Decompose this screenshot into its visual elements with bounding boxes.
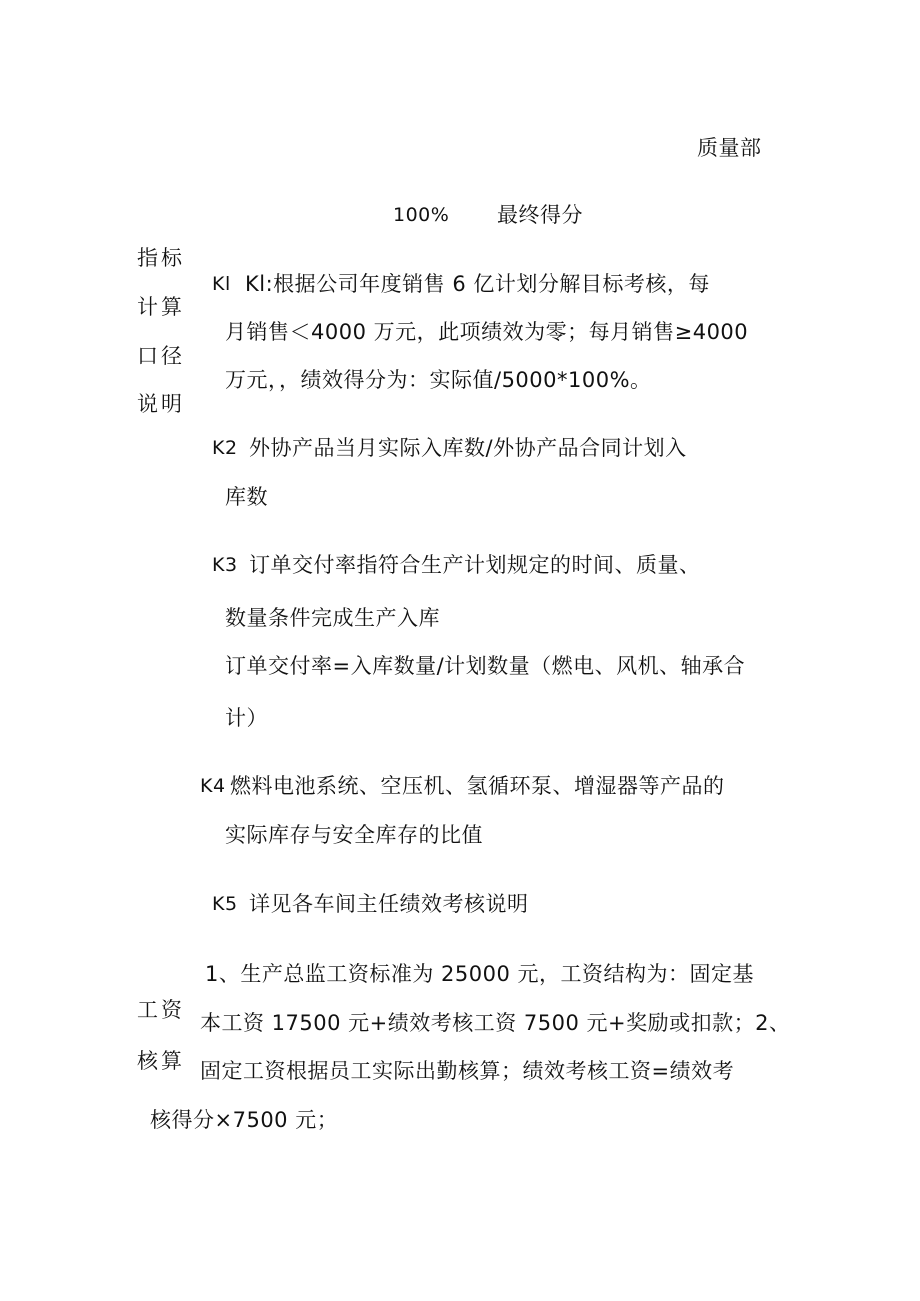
k3-code: K3: [212, 554, 238, 576]
side-label-line: 核算: [137, 1049, 185, 1073]
k3-line: 订单交付率=入库数量/计划数量（燃电、风机、轴承合: [225, 654, 746, 678]
side-label-line: 说明: [137, 392, 185, 416]
k4-line: 实际库存与安全库存的比值: [225, 823, 483, 847]
salary-line: 核得分×7500 元；: [150, 1108, 339, 1132]
k5-code: K5: [212, 893, 238, 915]
side-label-line: 口径: [137, 344, 185, 368]
k1-line: Kl:根据公司年度销售 6 亿计划分解目标考核，每: [245, 272, 710, 296]
weight-value: 100%: [393, 204, 450, 226]
side-label-line: 计算: [137, 295, 185, 319]
k1-line: 月销售＜4000 万元，此项绩效为零；每月销售≥4000: [225, 320, 749, 344]
department-label: 质量部: [697, 136, 762, 160]
k3-line: 计）: [225, 706, 268, 730]
k4-code: K4: [200, 775, 226, 797]
k1-line: 万元，，绩效得分为：实际值/5000*100%。: [225, 368, 652, 392]
side-label-line: 工资: [137, 998, 185, 1022]
k2-code: K2: [212, 437, 238, 459]
k4-line: 燃料电池系统、空压机、氢循环泵、增湿器等产品的: [230, 774, 725, 798]
k3-line: 数量条件完成生产入库: [225, 606, 440, 630]
salary-line: 1、生产总监工资标准为 25000 元，工资结构为：固定基: [205, 962, 755, 986]
salary-line: 本工资 17500 元+绩效考核工资 7500 元+奖励或扣款；2、: [200, 1011, 791, 1035]
k2-line: 外协产品当月实际入库数/外协产品合同计划入: [249, 436, 687, 460]
side-label-line: 指标: [137, 246, 185, 270]
k5-line: 详见各车间主任绩效考核说明: [249, 892, 529, 916]
k1-code: Kl: [212, 273, 231, 295]
final-score-label: 最终得分: [497, 203, 583, 227]
salary-line: 固定工资根据员工实际出勤核算；绩效考核工资=绩效考: [200, 1059, 735, 1083]
k2-line: 库数: [225, 485, 268, 509]
k3-line: 订单交付率指符合生产计划规定的时间、质量、: [249, 553, 701, 577]
